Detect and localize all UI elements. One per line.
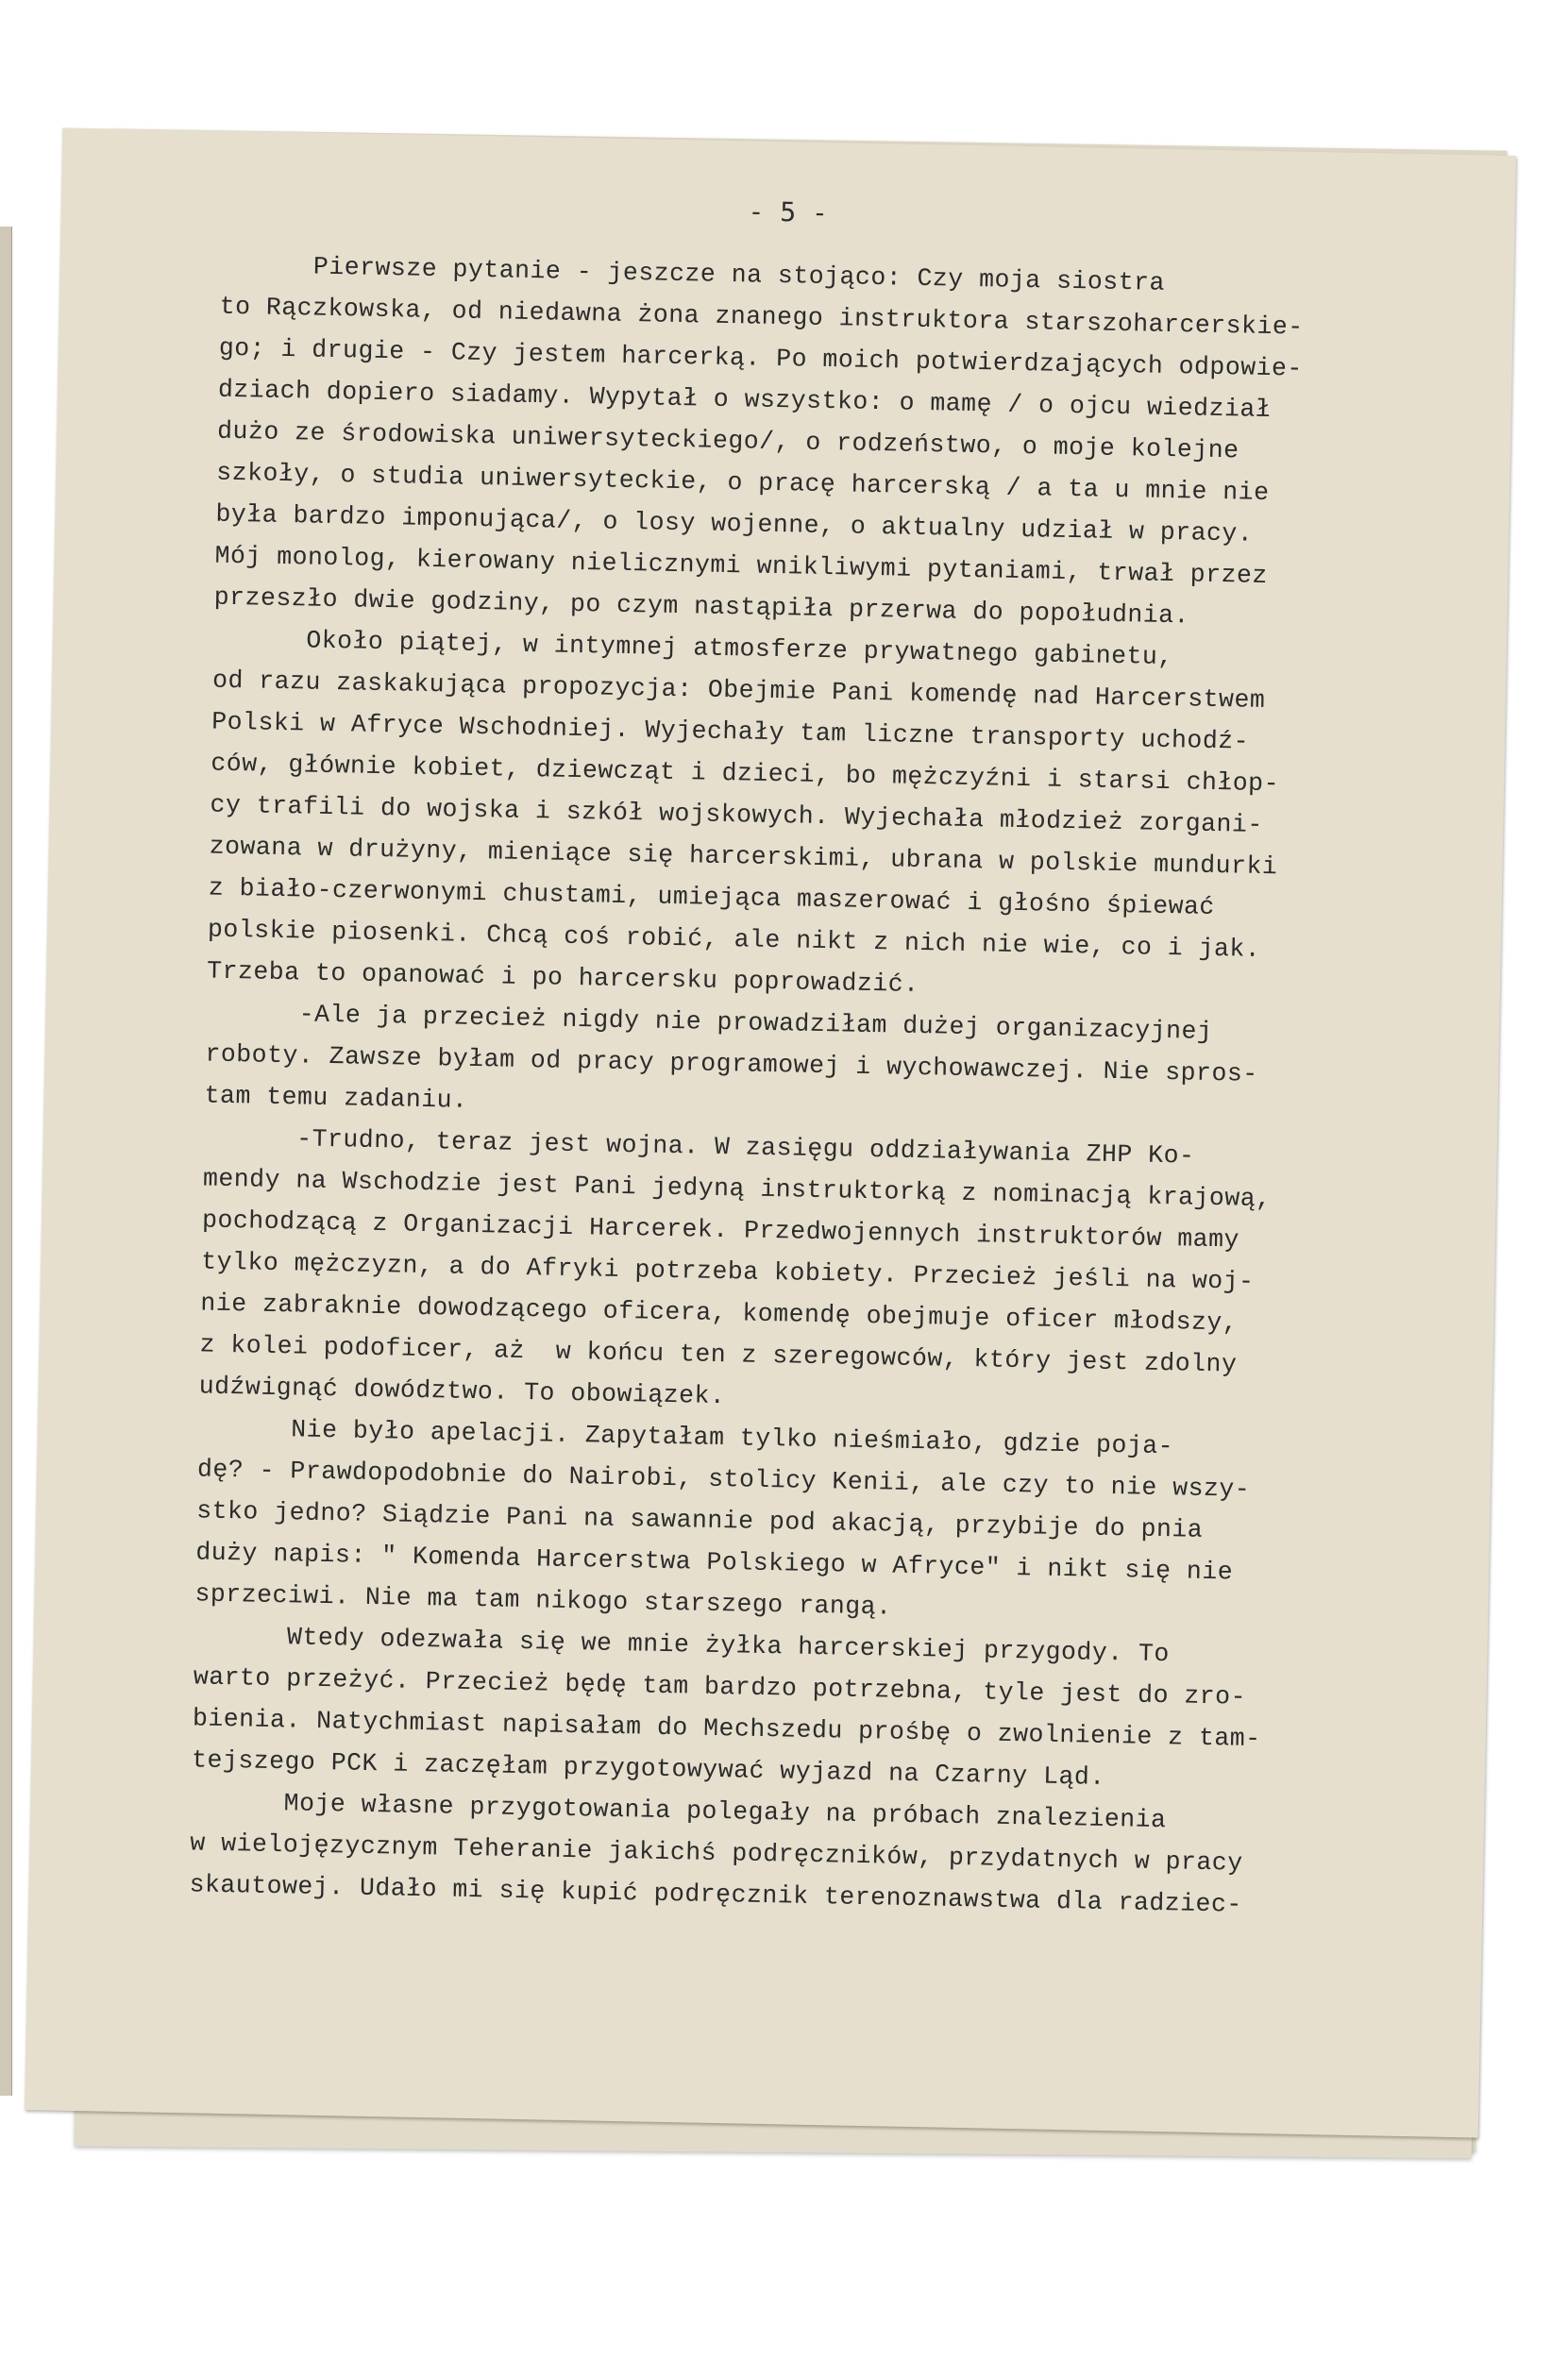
text-line: roboty. Zawsze byłam od pracy programowej i wychowawczej. Nie spros- bbox=[205, 1039, 1258, 1088]
text-line: Pierwsze pytanie - jeszcze na stojąco: Czy moja siostra bbox=[220, 250, 1166, 297]
text-line: Trzeba to opanować i po harcersku poprowadzić. bbox=[206, 956, 919, 999]
text-line: -Trudno, teraz jest wojna. W zasięgu oddziaływania ZHP Ko- bbox=[203, 1122, 1195, 1171]
text-line: cy trafili do wojska i szkół wojskowych. Wyjechała młodzież zorgani- bbox=[210, 790, 1264, 839]
text-line: Polski w Afryce Wschodniej. Wyjechały tam liczne transporty uchodź- bbox=[211, 707, 1250, 756]
text-line: bienia. Natychmiast napisałam do Mechszedu prośbę o zwolnienie z tam- bbox=[192, 1704, 1261, 1754]
typewritten-page bbox=[25, 127, 1516, 2137]
text-line: duży napis: " Komenda Harcerstwa Polskiego w Afryce" i nikt się nie bbox=[195, 1538, 1234, 1587]
text-line: skautowej. Udało mi się kupić podręcznik terenoznawstwa dla radziec- bbox=[189, 1870, 1243, 1919]
text-line: tam temu zadaniu. bbox=[204, 1081, 468, 1115]
text-line: dziach dopiero siadamy. Wypytał o wszystko: o mamę / o ojcu wiedział bbox=[217, 375, 1272, 425]
text-line: szkoły, o studia uniwersyteckie, o pracę harcerską / a ta u mnie nie bbox=[216, 458, 1270, 508]
adjacent-page-edge bbox=[0, 227, 12, 2096]
text-line: -Ale ja przecież nigdy nie prowadziłam dużej organizacyjnej bbox=[206, 998, 1213, 1046]
text-line: sprzeciwi. Nie ma tam nikogo starszego rangą. bbox=[194, 1579, 892, 1622]
text-line: zowana w drużyny, mieniące się harcerskimi, ubrana w polskie mundurki bbox=[209, 832, 1278, 882]
text-line: tylko mężczyzn, a do Afryki potrzeba kobiety. Przecież jeśli na woj- bbox=[200, 1247, 1255, 1296]
text-line: Mój monolog, kierowany nielicznymi wnikliwymi pytaniami, trwał przez bbox=[214, 541, 1269, 591]
text-line: polskie piosenki. Chcą coś robić, ale nikt z nich nie wie, co i jak. bbox=[207, 915, 1261, 964]
text-line: była bardzo imponująca/, o losy wojenne, o aktualny udział w pracy. bbox=[215, 499, 1254, 548]
text-line: stko jedno? Siądzie Pani na sawannie pod akacją, przybije do pnia bbox=[195, 1496, 1204, 1544]
text-line: mendy na Wschodzie jest Pani jedyną instruktorką z nominacją krajową, bbox=[202, 1164, 1272, 1214]
text-line: dę? - Prawdopodobnie do Nairobi, stolicy Kenii, ale czy to nie wszy- bbox=[196, 1455, 1251, 1504]
text-line: nie zabraknie dowodzącego oficera, komendę obejmuje oficer młodszy, bbox=[200, 1289, 1239, 1338]
body-text bbox=[189, 244, 1439, 1929]
text-line: w wielojęzycznym Teheranie jakichś podręczników, przydatnych w pracy bbox=[190, 1829, 1243, 1878]
text-line: Około piątej, w intymnej atmosferze prywatnego gabinetu, bbox=[212, 624, 1174, 672]
text-line: ców, głównie kobiet, dziewcząt i dzieci, bo mężczyźni i starsi chłop- bbox=[211, 749, 1280, 799]
text-line: udźwignąć dowództwo. To obowiązek. bbox=[198, 1372, 726, 1411]
text-line: Nie było apelacji. Zapytałam tylko nieśmiało, gdzie poja- bbox=[197, 1413, 1174, 1461]
page-number: - 5 - bbox=[748, 195, 829, 228]
text-line: Wtedy odezwała się we mnie żyłka harcerskiej przygody. To bbox=[194, 1621, 1171, 1669]
text-line: przeszło dwie godziny, po czym nastąpiła przerwa do popołudnia. bbox=[213, 582, 1190, 631]
text-line: z kolei podoficer, aż w końcu ten z szeregowców, który jest zdolny bbox=[199, 1330, 1238, 1379]
text-line: tejszego PCK i zaczęłam przygotowywać wyjazd na Czarny Ląd. bbox=[191, 1745, 1106, 1792]
text-line: go; i drugie - Czy jestem harcerką. Po moich potwierdzających odpowie- bbox=[218, 333, 1304, 383]
text-line: od razu zaskakująca propozycja: Obejmie Pani komendę nad Harcerstwem bbox=[211, 666, 1266, 715]
text-line: Moje własne przygotowania polegały na próbach znalezienia bbox=[191, 1787, 1167, 1835]
text-line: pochodzącą z Organizacji Harcerek. Przedwojennych instruktorów mamy bbox=[201, 1205, 1240, 1255]
text-line: to Rączkowska, od niedawna żona znanego instruktora starszoharcerskie- bbox=[219, 292, 1304, 342]
text-line: dużo ze środowiska uniwersyteckiego/, o rodzeństwo, o moje kolejne bbox=[216, 416, 1239, 465]
text-line: warto przeżyć. Przecież będę tam bardzo potrzebna, tyle jest do zro- bbox=[193, 1662, 1247, 1711]
text-line: z biało-czerwonymi chustami, umiejąca maszerować i głośno śpiewać bbox=[208, 873, 1216, 921]
